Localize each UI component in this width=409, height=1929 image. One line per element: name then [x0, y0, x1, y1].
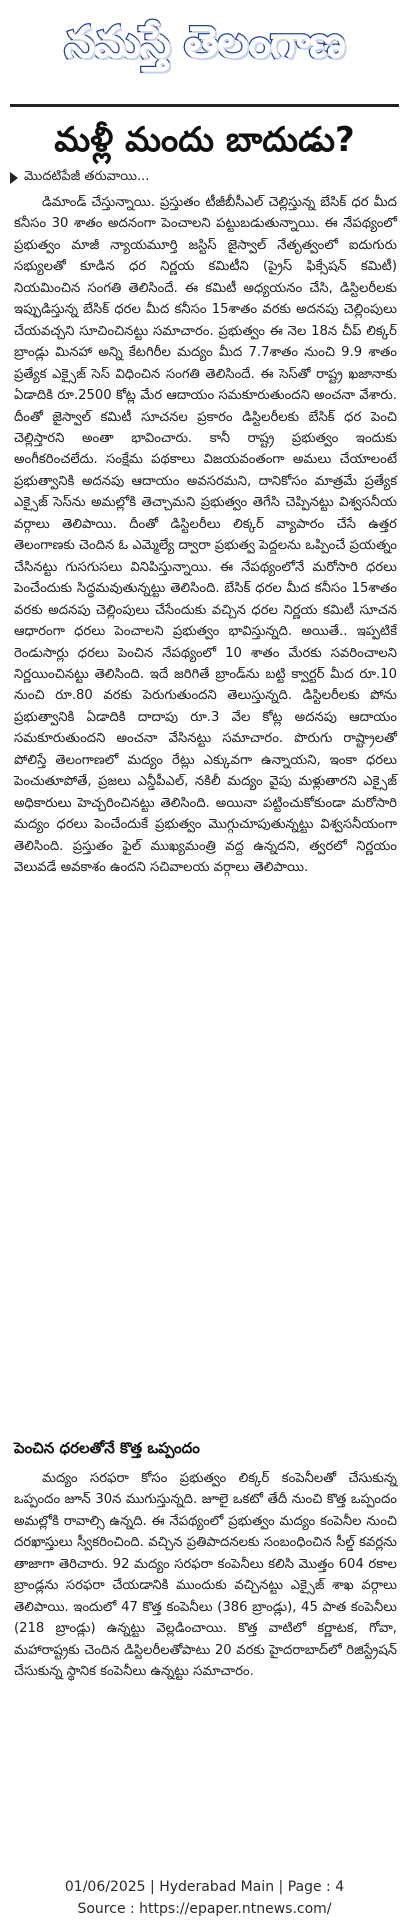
continued-label: మొదటిపేజీ తరువాయి...	[24, 169, 150, 184]
masthead-divider	[10, 104, 399, 107]
masthead	[0, 0, 409, 96]
newspaper-logo: నమస్తే తెలంగాణ	[64, 17, 345, 68]
article-paragraph-2: మద్యం సరఫరా కోసం ప్రభుత్వం లిక్కర్ కంపెనీలతో చేసుకున్న ఒప్పందం జూన్ 30న ముగుస్తున్నది. జూలై ఒకటో తేదీ నుంచి కొత్త ఒప్పందం అమల్లోకి రావాల్సి ఉన్నది. ఈ నేపథ్యంలో ప్రభుత్వం మద్యం కంపెనీల నుంచి దరఖాస్తులు స్వీకరించింది. వచ్చిన ప్రతిపాదనలకు సంబంధించిన సీల్డ్ కవర్లను తాజాగా తెరిచారు. 92 మద్యం సరఫరా కంపెనీలు కలిసి మొత్తం 604 రకాల బ్రాండ్లను సరఫరా చేయడానికి ముందుకు వచ్చినట్టు ఎక్సైజ్ శాఖ వర్గాలు తెలిపాయి. ఇందులో 47 కొత్త కంపెనీలు (386 బ్రాండ్లు), 45 పాత కంపెనీలు (218 బ్రాండ్లు) ఉన్నట్టు వెల్లడించాయి. కొత్త వాటిలో కర్ణాటక, గోవా, మహారాష్ట్రకు చెందిన డిస్టిలరీలతోపాటు 20 వరకు హైదరాబాద్‌లో రిజిస్ట్రేషన్ చేసుకున్న స్థానిక కంపెనీలు ఉన్నట్టు సమాచారం.	[14, 1471, 397, 1680]
continued-arrow-icon	[10, 172, 18, 184]
article-paragraph-1: డిమాండ్ చేస్తున్నాయి. ప్రస్తుతం టీజీబీసీఎల్ చెల్లిస్తున్న బేసిక్ ధర మీద కనీసం 30 శాతం అదనంగా పెంచాలని పట్టుబడుతున్నాయి. ఈ నేపథ్యంలో ప్రభుత్వం మాజీ న్యాయమూర్తి జస్టిస్ జైస్వాల్ నేతృత్వంలో ఐదుగురు సభ్యులతో కూడిన ధర నిర్ణయ కమిటీని (ప్రైస్ ఫిక్సేషన్ కమిటీ) నియమించిన సంగతి తెలిసిందే. ఈ కమిటీ అధ్యయనం చేసి, డిస్టిలరీలకు ఇప్పుడిస్తున్న బేసిక్ ధరల మీద కనీసం 15శాతం వరకు అదనపు చెల్లింపులు చేయవచ్చని సూచించినట్టు సమాచారం. ప్రభుత్వం ఈ నెల 18న చీప్ లిక్కర్ బ్రాండ్లు మినహా అన్ని కేటగిరీల మద్యం మీద 7.7శాతం నుంచి 9.9 శాతం ప్రత్యేక ఎక్సైజ్ సెస్ విధించిన సంగతి తెలిసిందే. ఈ సెస్‌తో రాష్ట్ర ఖజానాకు ఏడాదికి రూ.2500 కోట్ల మేర ఆదాయం సమకూరుతుందని అంచనా వేశారు. దీంతో జైస్వాల్ కమిటీ సూచనల ప్రకారం డిస్టిలరీలకు బేసిక్ ధర పెంచి చెల్లిస్తారని అంతా భావించారు. కానీ రాష్ట్ర ప్రభుత్వం ఇందుకు అంగీకరించలేదు. సంక్షేమ పథకాలు విజయవంతంగా అమలు చేయాలంటే ప్రభుత్వానికి అదనపు ఆదాయం అవసరమని, దానికోసం మాత్రమే ప్రత్యేక ఎక్సైజ్ సెస్‌ను అమల్లోకి తెచ్చామని ప్రభుత్వం తెగేసి చెప్పినట్టు విశ్వసనీయ వర్గాలు తెలిపాయి. దీంతో డిస్టిలరీలు లిక్కర్ వ్యాపారం చేసే ఉత్తర తెలంగాణకు చెందిన ఓ ఎమ్మెల్యే ద్వారా ప్రభుత్వ పెద్దలను ఒప్పించే ప్రయత్నం చేసినట్టు గుసగుసలు వినిపిస్తున్నాయి. ఈ నేపథ్యంలోనే మరోసారి ధరలు పెంచేందుకు సిద్ధమవుతున్నట్టు తెలిసింది. బేసిక్ ధరల మీద కనీసం 15శాతం వరకు అదనపు చెల్లింపులు చేసేందుకు వచ్చిన ధరల నిర్ణయ కమిటీ సూచన ఆధారంగా ధరలు పెంచాలని ప్రభుత్వం భావిస్తున్నది. అయితే.. ఇప్పటికే రెండుసార్లు ధరలు పెంచిన నేపథ్యంలో 10 శాతం మేరకు సవరించాలని నిర్ణయించినట్టు తెలిసింది. ఇదే జరిగితే బ్రాండ్‌ను బట్టి క్వార్టర్ మీద రూ.10 నుంచి రూ.80 వరకు పెరుగుతుందని తెలుస్తున్నది. డిస్టిలరీలకు పోను ప్రభుత్వానికి ఏడాదికి దాదాపు రూ.3 వేల కోట్ల అదనపు ఆదాయం సమకూరుతుందని అంచనా వేసినట్టు సమాచారం. పొరుగు రాష్ట్రాలతో పోలిస్తే తెలంగాణలో మద్యం రేట్లు ఎక్కువగా ఉన్నాయని, ఇంకా ధరలు పెంచుతూపోతే, ప్రజలు ఎన్డీపీఎల్, నకిలీ మద్యం వైపు మళ్లుతారని ఎక్సైజ్ అధికారులు హెచ్చరించినట్టు తెలిసింది. అయినా పట్టించుకోకుండా మరోసారి మద్యం ధరలు పెంచేందుకే ప్రభుత్వం మొగ్గుచూపుతున్నట్టు విశ్వసనీయంగా తెలిసింది. ప్రస్తుతం ఫైల్ ముఖ్యమంత్రి వద్ద ఉన్నదని, త్వరలో నిర్ణయం వెలువడే అవకాశం ఉందని సచివాలయ వర్గాలు తెలిపాయి.	[14, 195, 397, 876]
source-url: Source : https://epaper.ntnews.com/	[77, 1901, 332, 1917]
article-subheading: పెంచిన ధరలతోనే కొత్త ఒప్పందం	[14, 1439, 200, 1457]
article-headline: మళ్లీ మందు బాదుడు?	[54, 120, 355, 160]
edition-info: 01/06/2025 | Hyderabad Main | Page : 4	[64, 1879, 345, 1895]
continued-from-front-page	[10, 168, 149, 188]
